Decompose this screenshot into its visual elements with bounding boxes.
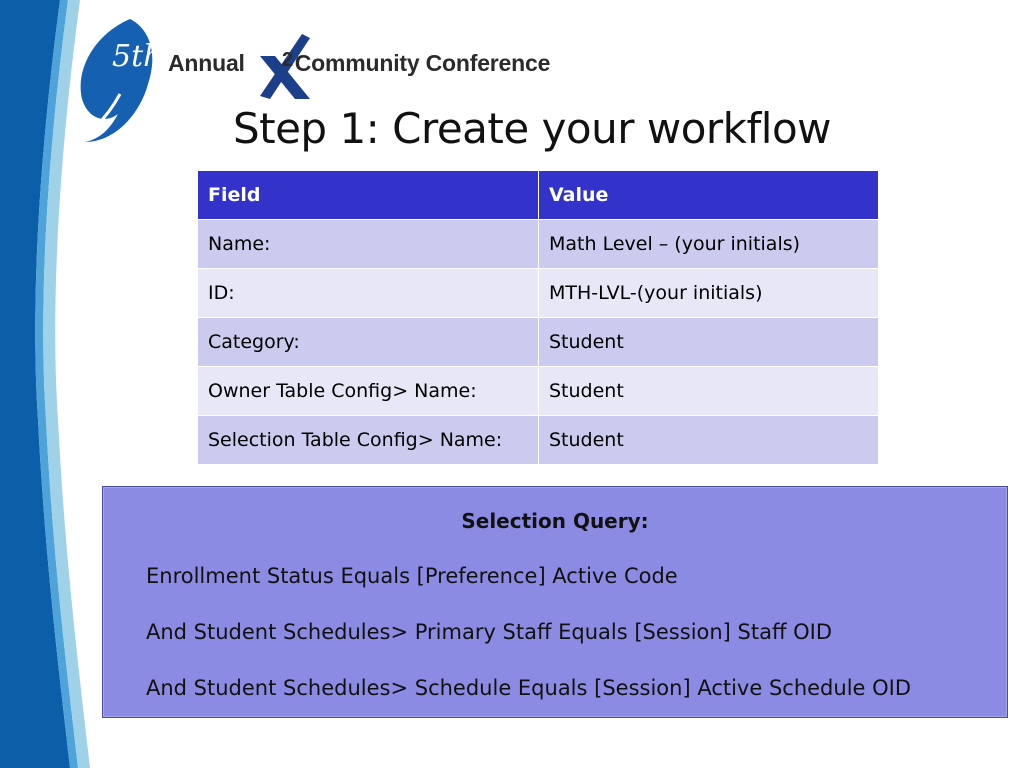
value-cell: Math Level – (your initials) — [539, 220, 879, 269]
query-title: Selection Query: — [461, 509, 649, 533]
table-row — [198, 416, 879, 465]
logo-wordmark — [168, 50, 550, 77]
field-cell: Owner Table Config> Name: — [198, 367, 539, 416]
value-cell: Student — [539, 416, 879, 465]
logo-badge: 5th — [112, 39, 163, 74]
table-row — [198, 220, 879, 269]
query-line: Enrollment Status Equals [Preference] Active Code — [146, 564, 678, 588]
selection-query-box — [102, 486, 1008, 718]
table-row — [198, 269, 879, 318]
table-header-row — [198, 171, 879, 220]
field-cell: Selection Table Config> Name: — [198, 416, 539, 465]
field-cell: Category: — [198, 318, 539, 367]
header-field: Field — [198, 171, 539, 220]
field-cell: Name: — [198, 220, 539, 269]
field-cell: ID: — [198, 269, 539, 318]
value-cell: Student — [539, 318, 879, 367]
table-row — [198, 367, 879, 416]
slide-title: Step 1: Create your workflow — [232, 104, 832, 153]
logo-text-right: Community Conference — [294, 50, 551, 76]
logo-text-left: Annual — [168, 50, 245, 76]
query-line: And Student Schedules> Primary Staff Equals [Session] Staff OID — [146, 620, 833, 644]
query-line: And Student Schedules> Schedule Equals [Session] Active Schedule OID — [146, 676, 912, 700]
svg-text:2: 2 — [282, 49, 294, 71]
value-cell: MTH-LVL-(your initials) — [539, 269, 879, 318]
header-value: Value — [539, 171, 879, 220]
table-row — [198, 318, 879, 367]
value-cell: Student — [539, 367, 879, 416]
workflow-fields-table — [197, 170, 879, 465]
